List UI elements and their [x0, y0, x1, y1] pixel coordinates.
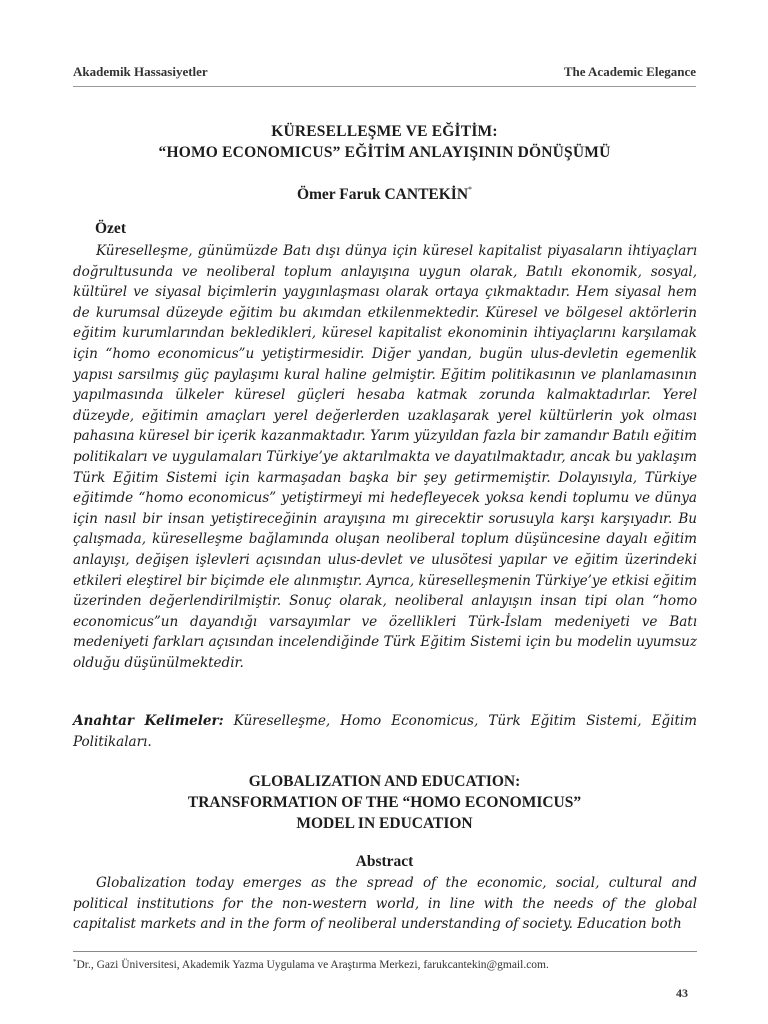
english-abstract-text: Globalization today emerges as the spread of the economic, social, cultural and political institutions for the non-western world, in line with the needs of the global capitalist markets and in the form of neoliberal understanding of society. Education both [73, 875, 697, 933]
article-title [73, 121, 696, 163]
english-title-line-2: TRANSFORMATION OF THE “HOMO ECONOMICUS” [187, 794, 582, 811]
footnote-text: Dr., Gazi Üniversitesi, Akademik Yazma Uygulama ve Araştırma Merkezi, farukcantekin@gmail.com. [76, 959, 549, 971]
english-title [73, 771, 696, 834]
author-footnote-mark: * [468, 185, 473, 194]
english-abstract [73, 873, 697, 935]
author-name: Ömer Faruk CANTEKİN [296, 186, 469, 203]
keywords-label: Anahtar Kelimeler: [73, 713, 224, 729]
journal-name-turkish: Akademik Hassasiyetler [73, 64, 208, 79]
turkish-abstract [73, 241, 697, 673]
journal-name-english: The Academic Elegance [563, 64, 696, 79]
page-number: 43 [676, 986, 688, 1000]
title-line-2: “HOMO ECONOMICUS” EĞİTİM ANLAYIŞININ DÖNÜŞÜMÜ [158, 144, 611, 161]
title-line-1: KÜRESELLEŞME VE EĞİTİM: [271, 123, 498, 140]
keywords-paragraph [73, 711, 697, 752]
author-line [73, 185, 696, 204]
english-title-line-3: MODEL IN EDUCATION [296, 815, 473, 832]
footnote [73, 958, 696, 971]
running-header [73, 64, 696, 80]
keywords-text: Küreselleşme, Homo Economicus, Türk Eğitim Sistemi, Eğitim Politikaları. [73, 713, 697, 750]
abstract-heading: Abstract [355, 853, 414, 870]
footnote-divider [73, 951, 697, 952]
ozet-heading: Özet [95, 220, 126, 237]
header-divider [73, 86, 696, 87]
footnote-mark: * [73, 958, 77, 966]
english-title-line-1: GLOBALIZATION AND EDUCATION: [248, 773, 521, 790]
turkish-abstract-text: Küreselleşme, günümüzde Batı dışı dünya için küresel kapitalist piyasaların ihtiyaçları doğrultusunda ve neoliberal toplum anlayışına uygun olarak, Batılı ekonomik, sosyal, kültürel ve siyasal biçimlerin yaygınlaşması olarak ortaya çıkmaktadır. Hem siyasal hem de kurumsal düzeyde eğitim bu akımdan etkilenmektedir. Küresel ve bölgesel aktörlerin eğitim kurumlarından bekledikleri, küresel kapitalist ekonominin ihtiyaçlarını karşılamak için “homo economicus”u yetiştirmesidir. Diğer yandan, bugün ulus-devletin egemenlik yapısı sarsılmış güç paylaşımı kural haline gelmiştir. Eğitim politikasının ve planlamasının yapılmasında ülkeler küresel güçleri hesaba katmak zorunda kalmaktadırlar. Yerel düzeyde, eğitimin amaçları yerel değerlerden uzaklaşarak yerel kültürlerin yok olması pahasına küresel bir içerik kazanmaktadır. Yarım yüzyıldan fazla bir zamandır Batılı eğitim politikaları ve uygulamaları Türkiye’ye aktarılmakta ve dayatılmaktadır, ancak bu yaklaşım Türk Eğitim Sistemi için karmaşadan başka bir şey getirmemiştir. Dolayısıyla, Türkiye eğitimde “homo economicus” yetiştirmeyi mi hedefleyecek yoksa kendi toplumu ve dünya için nasıl bir insan yetiştireceğinin arayışına mı girecektir sorusuyla karşı karşıyadır. Bu çalışmada, küreselleşme bağlamında oluşan neoliberal toplum düşüncesine dayalı eğitim anlayışı, değişen işlevleri açısından ulus-devlet ve ulusötesi yapılar ve eğitim üzerindeki etkileri eleştirel bir biçimde ele alınmıştır. Ayrıca, küreselleşmenin Türkiye’ye etkisi eğitim üzerinden değerlendirilmiştir. Sonuç olarak, neoliberal anlayışın insan tipi olan “homo economicus”un dayandığı varsayımlar ve özellikleri Türk-İslam medeniyeti ve Batı medeniyeti farkları açısından incelendiğinde Türk Eğitim Sistemi için bu modelin uyumsuz olduğu düşünülmektedir. [73, 243, 697, 671]
